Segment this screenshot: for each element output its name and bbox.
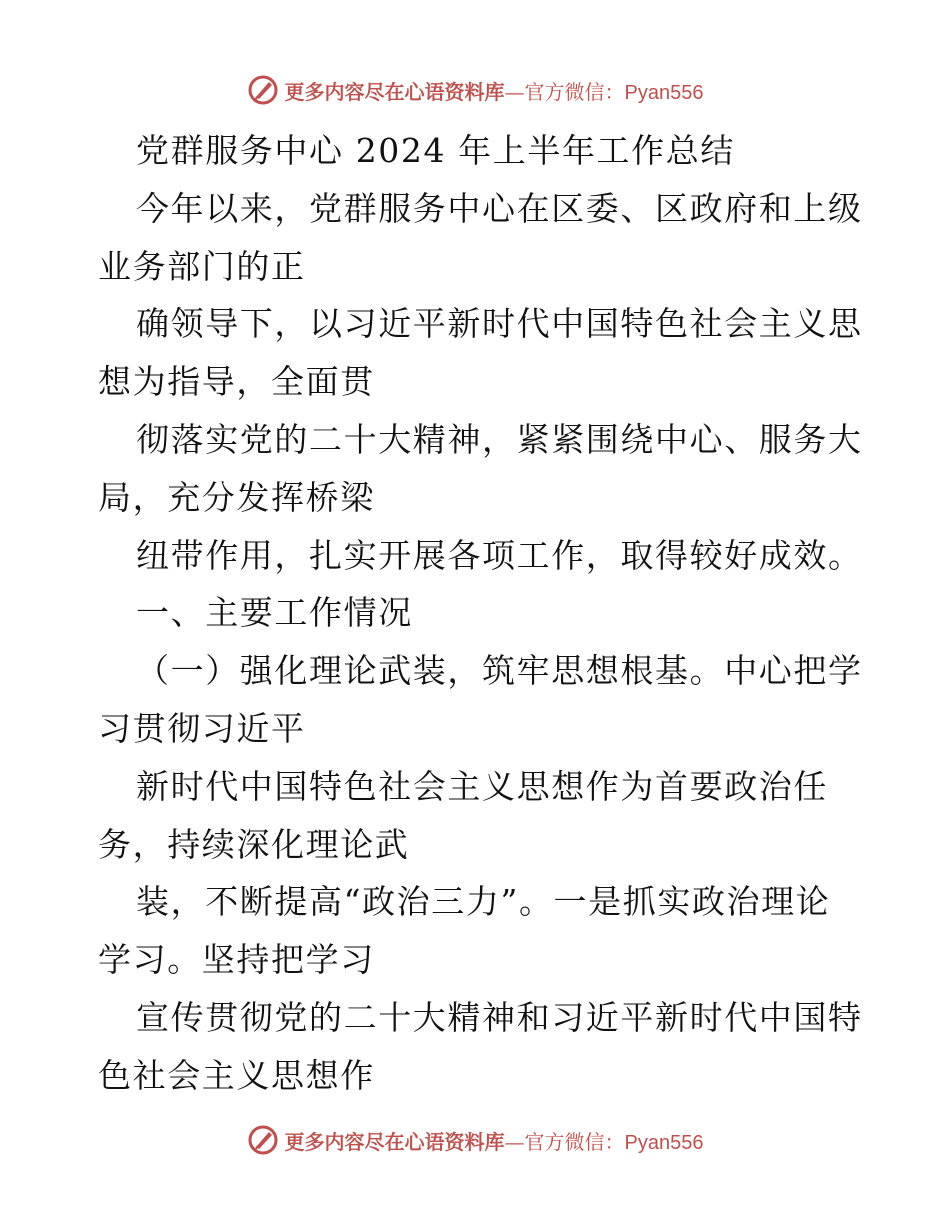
watermark-text-top <box>285 76 704 105</box>
watermark-account: Pyan556 <box>624 81 704 104</box>
text-line: 宣传贯彻党的二十大精神和习近平新时代中国特 <box>136 997 863 1037</box>
text-line: 业务部门的正 <box>98 246 306 286</box>
watermark-separator: — <box>504 1129 525 1154</box>
text-line: 彻落实党的二十大精神，紧紧围绕中心、服务大 <box>136 419 863 459</box>
text-line: 学习。坚持把学习 <box>98 940 375 980</box>
text-line: 想为指导，全面贯 <box>98 362 375 402</box>
text-line: 确领导下，以习近平新时代中国特色社会主义思 <box>136 304 863 344</box>
text-line: 党群服务中心 2024 年上半年工作总结 <box>136 131 735 170</box>
text-line: （一）强化理论武装，筑牢思想根基。中心把学 <box>136 651 863 691</box>
watermark-site-name: 更多内容尽在心语资料库 <box>284 79 505 104</box>
text-line: 新时代中国特色社会主义思想作为首要政治任 <box>136 766 828 806</box>
text-line: 今年以来，党群服务中心在区委、区政府和上级 <box>136 188 863 228</box>
text-line: 务，持续深化理论武 <box>98 824 410 864</box>
watermark-wechat-label: 官方微信： <box>524 1129 625 1154</box>
text-line: 纽带作用，扎实开展各项工作，取得较好成效。 <box>136 535 863 575</box>
watermark-site-name: 更多内容尽在心语资料库 <box>284 1129 505 1154</box>
watermark-text-bottom <box>285 1126 704 1155</box>
watermark-account: Pyan556 <box>624 1131 704 1154</box>
watermark-wechat-label: 官方微信： <box>524 79 625 104</box>
text-line: 局，充分发挥桥梁 <box>98 477 375 517</box>
watermark-separator: — <box>504 79 525 104</box>
text-line: 装，不断提高“政治三力”。一是抓实政治理论 <box>136 882 831 922</box>
red-quill-logo-icon <box>247 1124 279 1156</box>
text-line: 一、主要工作情况 <box>136 593 413 633</box>
footer-watermark <box>0 1120 950 1160</box>
text-line: 色社会主义思想作 <box>98 1055 375 1095</box>
text-line: 习贯彻习近平 <box>98 708 306 748</box>
red-quill-logo-icon <box>247 74 279 106</box>
header-watermark <box>0 70 950 110</box>
document-body <box>98 122 863 1105</box>
